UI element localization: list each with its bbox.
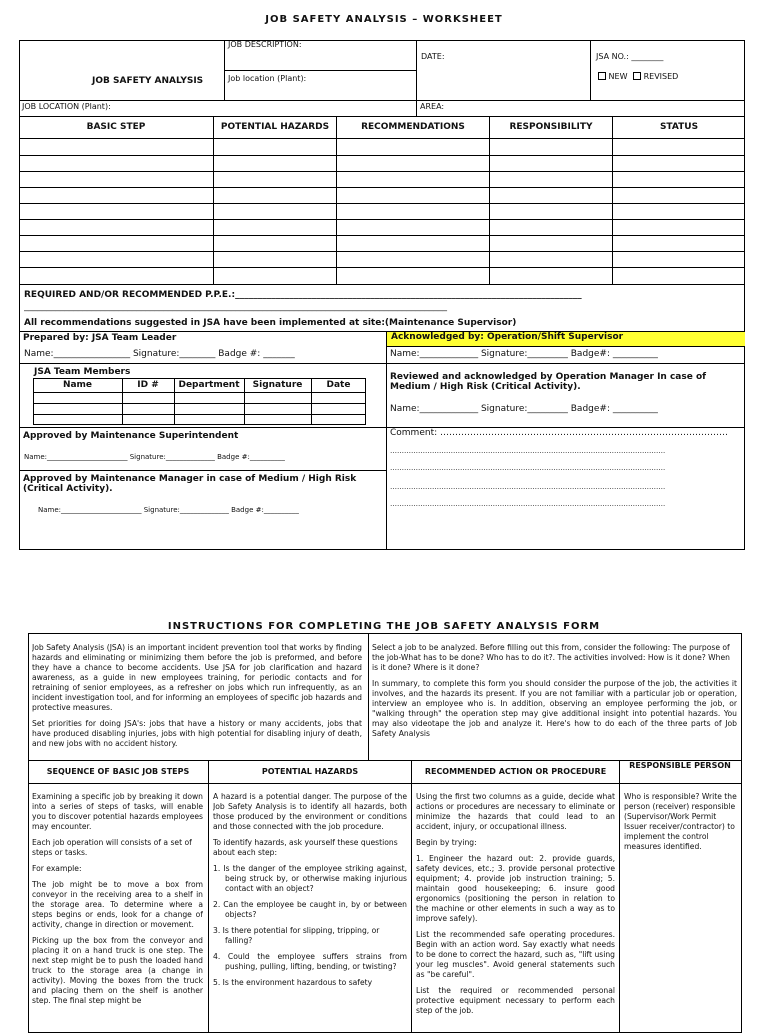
ppe-line-2: ______________________________________________________________________________________________ <box>24 302 447 312</box>
hazards-paragraph-1: A hazard is a potential danger. The purpose of the Job Safety Analysis is to identify all hazards, both those produced by the environment or conditions and those connected with the job procedure. <box>213 792 407 831</box>
hazards-question-2: 2. Can the employee be caught in, by or between objects? <box>213 900 407 919</box>
comment-line-2: ………………………………………………………………………………………………………. <box>390 447 666 455</box>
action-paragraph-5: List the required or recommended personal protective equipment necessary to perform each step of the job. <box>416 986 615 1015</box>
header-potential-hazards: POTENTIAL HAZARDS <box>261 767 359 776</box>
approved-superintendent-signature: Name:_______________________ Signature:______________ Badge #:__________ <box>24 453 285 461</box>
col-responsibility: RESPONSIBILITY <box>509 122 593 132</box>
col-status: STATUS <box>659 122 699 132</box>
steps-paragraph-5: Picking up the box from the conveyor and placing it on a hand truck is one step. The next step might be to push the loaded hand truck to the storage area (a change in activity). Moving the boxes from the truck and placing them on the shelf is another step. The final step might be <box>32 936 203 1005</box>
steps-paragraph-4: The job might be to move a box from conveyor in the receiving area to a shelf in the storage area. To determine where a steps begins or ends, look for a change of activity, change in direction or movement. <box>32 880 203 929</box>
comment-line: Comment: …………………………………………………………………………………… <box>390 428 728 438</box>
approved-manager-label: Approved by Maintenance Manager in case of Medium / High Risk (Critical Activity). <box>23 474 357 494</box>
action-paragraph-1: Using the first two columns as a guide, decide what actions or procedures are necessary to eliminate or minimize the hazards that could lead to an accident, injury, or occupational illness. <box>416 792 615 831</box>
comment-line-3: ………………………………………………………………………………………………………. <box>390 464 666 472</box>
comment-line-4: ………………………………………………………………………………………………………. <box>390 483 666 491</box>
prepared-signature-line: Name:_________________ Signature:________ Badge #: _______ <box>24 349 295 359</box>
steps-paragraph-1: Examining a specific job by breaking it down into a series of steps of tasks, will enable you to discover potential hazards employees may encounter. <box>32 792 203 831</box>
prepared-by-label: Prepared by: JSA Team Leader <box>23 333 177 343</box>
reviewed-label: Reviewed and acknowledged by Operation Manager In case of Medium / High Risk (Critical Activity). <box>390 372 707 392</box>
instructions-title: INSTRUCTIONS FOR COMPLETING THE JOB SAFETY ANALYSIS FORM <box>167 621 601 632</box>
acknowledged-signature-line: Name:_____________ Signature:_________ Badge#: __________ <box>390 349 658 359</box>
new-label: NEW <box>608 72 628 81</box>
team-col-department: Department <box>178 380 240 390</box>
steps-paragraph-2: Each job operation will consists of a set of steps or tasks. <box>32 838 192 857</box>
acknowledged-by-label: Acknowledged by: Operation/Shift Supervisor <box>387 332 745 346</box>
team-col-signature: Signature <box>252 380 303 390</box>
revised-label: REVISED <box>643 72 679 81</box>
date-label: DATE: <box>421 52 445 61</box>
new-checkbox[interactable] <box>598 72 606 80</box>
action-paragraph-3: 1. Engineer the hazard out: 2. provide guards, safety devices, etc.; 3. provide personal protective equipment; 4. provide job instruction training; 5. maintain good housekeeping; 6. insure good ergonomics (positioning the person in relation to the machine or other elements in such a way as to improve safely). <box>416 854 615 923</box>
intro-left-paragraph-1: Job Safety Analysis (JSA) is an important incident prevention tool that works by finding hazards and eliminating or minimizing them before the job is preformed, and before they have a chance to become accidents. Use JSA for job clarification and hazard awareness, as a guide in new employees training, for periodic contacts and for retraining of senior employees, as a refresher on jobs which run infrequently, as an incident investigation tool, and for informing an employees of specific job hazards and protective measures. <box>32 643 362 712</box>
intro-right-paragraph-2: In summary, to complete this form you should consider the purpose of the job, the activities it involves, and the hazards its present. If you are not familiar with a particular job or operation, interview an employee who is. In addition, observing an employee performing the job, or "walking through" the operation step may give additional insight into potential hazards. You may also videotape the job and analyze it. Here's how to do each of the three parts of Job Safety Analysis <box>372 679 737 738</box>
job-location-plant-label: JOB LOCATION (Plant): <box>22 102 111 111</box>
approved-manager-signature: Name:_______________________ Signature:______________ Badge #:__________ <box>38 506 299 514</box>
col-basic-step: BASIC STEP <box>86 122 146 132</box>
header-sequence-steps: SEQUENCE OF BASIC JOB STEPS <box>46 767 190 776</box>
revision-options <box>598 72 678 81</box>
jsa-no-label: JSA NO.: ________ <box>596 52 664 61</box>
action-paragraph-4: List the recommended safe operating procedures. Begin with an action word. Say exactly what needs to be done to correct the hazard, such as, "lift using your leg muscles". Avoid general statements such as "be careful". <box>416 930 615 979</box>
col-recommendations: RECOMMENDATIONS <box>361 122 465 132</box>
job-location-label: Job location (Plant): <box>228 74 307 83</box>
hazards-question-4: 4. Could the employee suffers strains from pushing, pulling, lifting, bending, or twisting? <box>213 952 407 971</box>
team-col-id: ID # <box>137 380 159 390</box>
job-description-label: JOB DESCRIPTION: <box>228 40 302 49</box>
action-paragraph-2: Begin by trying: <box>416 838 477 847</box>
reviewed-signature-line: Name:_____________ Signature:_________ Badge#: __________ <box>390 404 658 414</box>
hazards-question-5: 5. Is the environment hazardous to safety <box>213 978 373 987</box>
comment-line-5: ………………………………………………………………………………………………………. <box>390 500 666 508</box>
header-recommended-action: RECOMMENDED ACTION OR PROCEDURE <box>424 767 607 776</box>
hazards-question-1: 1. Is the danger of the employee striking against, being struck by, or otherwise making injurious contact with an object? <box>213 864 407 893</box>
hazards-paragraph-2: To identify hazards, ask yourself these questions about each step: <box>213 838 398 857</box>
responsible-paragraph-1: Who is responsible? Write the person (receiver) responsible (Supervisor/Work Permit Issuer receiver/contractor) to implement the control measures identified. <box>624 792 737 851</box>
team-col-date: Date <box>326 380 351 390</box>
header-responsible-person: RESPONSIBLE PERSON <box>629 761 731 770</box>
steps-paragraph-3: For example: <box>32 864 82 873</box>
worksheet-title: JOB SAFETY ANALYSIS – WORKSHEET <box>265 14 503 25</box>
hazards-question-3: 3. Is there potential for slipping, tripping, or falling? <box>213 926 380 945</box>
ppe-line: REQUIRED AND/OR RECOMMENDED P.P.E.:_____________________________________________________________________________ <box>24 290 582 300</box>
col-potential-hazards: POTENTIAL HAZARDS <box>220 122 330 132</box>
recommendations-implemented: All recommendations suggested in JSA have been implemented at site:(Maintenance Supervisor) <box>24 318 517 328</box>
intro-right-paragraph-1: Select a job to be analyzed. Before filling out this from, consider the following: The purpose of the job-What has to be done? Who has to do it?. The activities involved: How is it done? When is it done? Where is it done? <box>372 643 730 672</box>
jsa-label: JOB SAFETY ANALYSIS <box>92 76 204 86</box>
team-col-name: Name <box>62 380 93 390</box>
area-label: AREA: <box>420 102 445 111</box>
approved-superintendent-label: Approved by Maintenance Superintendent <box>23 431 239 441</box>
revised-checkbox[interactable] <box>633 72 641 80</box>
team-members-label: JSA Team Members <box>34 367 131 377</box>
intro-left-paragraph-2: Set priorities for doing JSA's: jobs that have a history or many accidents, jobs that have produced disabling injuries, jobs with high potential for disabling injury of death, and new jobs with no accident history. <box>32 719 362 748</box>
